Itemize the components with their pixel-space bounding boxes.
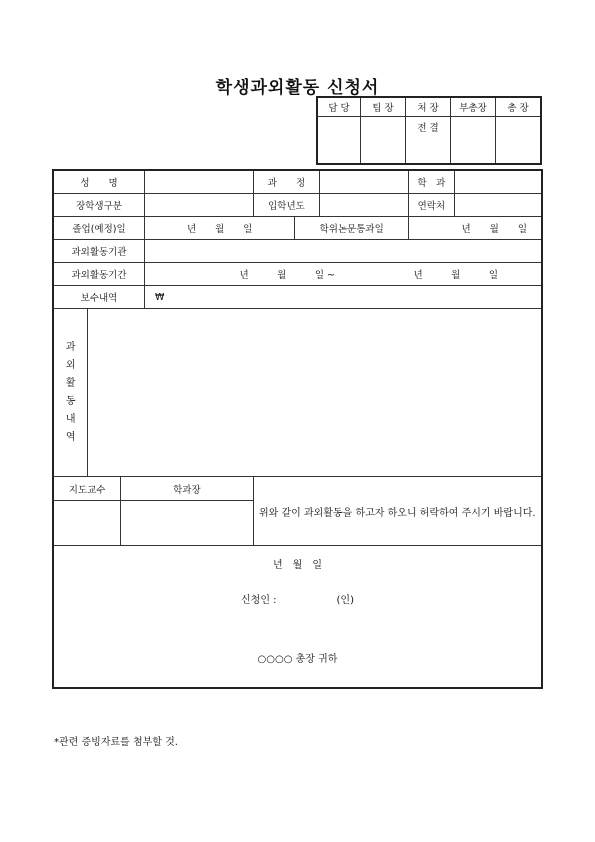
applicant-line: 신청인 : (인)	[241, 595, 354, 606]
activity-detail-label	[53, 309, 88, 477]
dept-field[interactable]	[454, 170, 542, 194]
activity-detail-char: 역	[65, 431, 76, 443]
won-symbol: ₩	[155, 291, 165, 303]
advisor-sign-field[interactable]	[53, 501, 121, 546]
application-form	[52, 169, 543, 689]
course-label: 과 정	[253, 170, 320, 194]
course-field[interactable]	[320, 170, 409, 194]
addressee: ○○○○ 총장 귀하	[257, 654, 338, 665]
approval-table	[316, 96, 542, 165]
activity-detail-char: 동	[65, 395, 76, 407]
activity-detail-char: 외	[65, 359, 76, 371]
request-statement: 위와 같이 과외활동을 하고자 하오니 허락하여 주시기 바랍니다.	[253, 477, 542, 546]
contact-field[interactable]	[454, 194, 542, 217]
attachment-note: *관련 증빙자료를 첨부할 것.	[54, 737, 178, 748]
dept-head-sign-field[interactable]	[121, 501, 253, 546]
approval-header-vice-president: 부총장	[451, 97, 496, 116]
submit-date: 년 월 일	[273, 560, 322, 571]
signature-section	[53, 546, 542, 688]
entry-year-label: 입학년도	[253, 194, 320, 217]
approval-header-director: 처 장	[406, 97, 451, 116]
activity-detail-char: 과	[65, 341, 76, 353]
period-start: 년 월 일 ~	[239, 270, 336, 281]
period-end: 년 월 일	[413, 270, 499, 281]
activity-detail-char: 내	[65, 413, 76, 425]
activity-period-field[interactable]	[145, 263, 542, 286]
scholarship-label: 장학생구분	[53, 194, 145, 217]
activity-org-label: 과외활동기관	[53, 240, 145, 263]
activity-org-field[interactable]	[145, 240, 542, 263]
thesis-label: 학위논문통과일	[295, 217, 408, 240]
approval-sign-president[interactable]	[496, 116, 542, 164]
approval-sign-vice-president[interactable]	[451, 116, 496, 164]
approval-header-staff: 담 당	[317, 97, 361, 116]
graduation-date-field[interactable]: 년 월 일	[145, 217, 295, 240]
approval-sign-team-lead[interactable]	[361, 116, 406, 164]
name-field[interactable]	[145, 170, 254, 194]
dept-label: 학 과	[408, 170, 454, 194]
graduation-label: 졸업(예정)일	[53, 217, 145, 240]
dept-head-label: 학과장	[121, 477, 253, 501]
approval-header-president: 총 장	[496, 97, 542, 116]
activity-detail-char: 활	[65, 377, 76, 389]
advisor-label: 지도교수	[53, 477, 121, 501]
activity-period-label: 과외활동기간	[53, 263, 145, 286]
approval-header-team-lead: 팀 장	[361, 97, 406, 116]
name-label: 성 명	[53, 170, 145, 194]
approval-sign-staff[interactable]	[317, 116, 361, 164]
scholarship-field[interactable]	[145, 194, 254, 217]
pay-label: 보수내역	[53, 286, 145, 309]
contact-label: 연락처	[408, 194, 454, 217]
pay-field[interactable]	[145, 286, 542, 309]
entry-year-field[interactable]	[320, 194, 409, 217]
page-title: 학생과외활동 신청서	[215, 78, 380, 98]
approval-sign-director[interactable]: 전 결	[406, 116, 451, 164]
thesis-date-field[interactable]: 년 월 일	[408, 217, 542, 240]
activity-detail-field[interactable]	[88, 309, 542, 477]
